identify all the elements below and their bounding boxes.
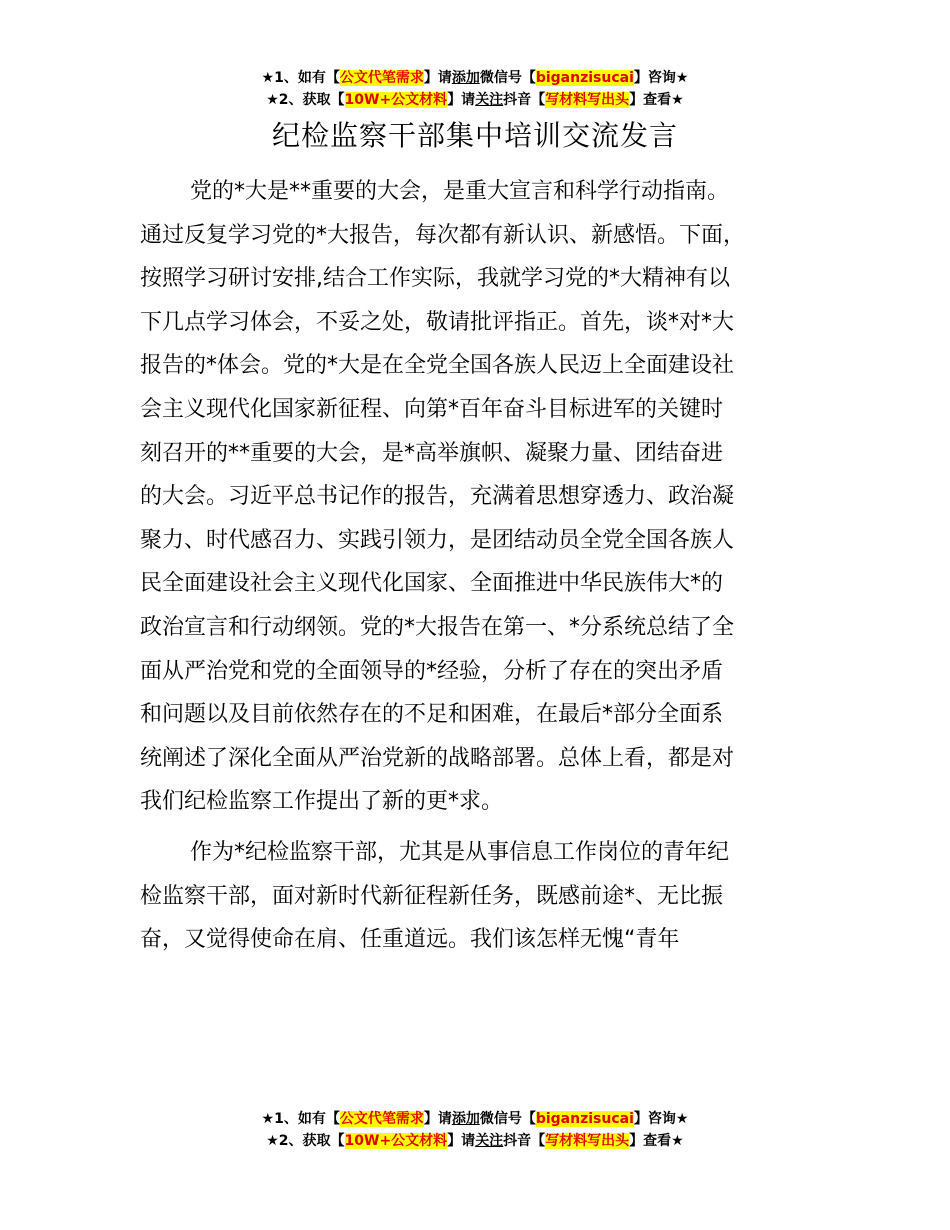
text-line: 面从严治党和党的全面领导的*经验，分析了存在的突出矛盾 bbox=[140, 658, 724, 684]
banner-text: 抖音【 bbox=[503, 92, 546, 108]
banner-text: ★2、获取【 bbox=[266, 92, 345, 108]
banner-text: ★1、如有【 bbox=[261, 70, 340, 86]
text-line: 按照学习研讨安排,结合工作实际，我就学习党的*大精神有以 bbox=[140, 266, 730, 292]
text-line: 和问题以及目前依然存在的不足和困难，在最后*部分全面系 bbox=[140, 702, 724, 728]
text-line: 我们纪检监察工作提出了新的更*求。 bbox=[140, 789, 504, 815]
banner-line-1 bbox=[0, 67, 950, 89]
text-line: 下几点学习体会，不妥之处，敬请批评指正。首先，谈*对*大 bbox=[140, 309, 735, 335]
body-paragraph-1 bbox=[140, 170, 820, 824]
banner-line-2 bbox=[0, 1130, 950, 1152]
header-banner bbox=[0, 67, 950, 111]
text-line: 会主义现代化国家新征程、向第*百年奋斗目标进军的关键时 bbox=[140, 396, 724, 422]
banner-text: 】请 bbox=[423, 70, 452, 86]
banner-wechat-id: biganzisucai bbox=[535, 70, 634, 86]
banner-text: 】查看★ bbox=[629, 92, 684, 108]
banner-text: 】请 bbox=[423, 1111, 452, 1127]
document-title: 纪检监察干部集中培训交流发言 bbox=[271, 119, 678, 152]
banner-text: 微信号【 bbox=[479, 70, 536, 86]
banner-highlight: 公文代笔需求 bbox=[339, 1111, 424, 1127]
text-line: 民全面建设社会主义现代化国家、全面推进中华民族伟大*的 bbox=[140, 571, 724, 597]
text-line: 作为*纪检监察干部，尤其是从事信息工作岗位的青年纪 bbox=[190, 840, 730, 865]
text-line: 检监察干部，面对新时代新征程新任务，既感前途*、无比振 bbox=[140, 883, 724, 909]
banner-underlined: 添加 bbox=[451, 1111, 480, 1127]
body-paragraph-2 bbox=[140, 831, 820, 962]
banner-text: 】查看★ bbox=[629, 1133, 684, 1149]
text-line: 报告的*体会。党的*大是在全党全国各族人民迈上全面建设社 bbox=[140, 353, 735, 379]
text-line: 聚力、时代感召力、实践引领力，是团结动员全党全国各族人 bbox=[140, 527, 735, 553]
banner-line-2 bbox=[0, 89, 950, 111]
text-line: 统阐述了深化全面从严治党新的战略部署。总体上看，都是对 bbox=[140, 745, 735, 771]
banner-text: 抖音【 bbox=[503, 1133, 546, 1149]
banner-underlined: 关注 bbox=[475, 92, 504, 108]
banner-wechat-id: biganzisucai bbox=[535, 1111, 634, 1127]
text-line: 党的*大是**重要的大会，是重大宣言和科学行动指南。 bbox=[190, 179, 730, 204]
banner-highlight: 10W+公文材料 bbox=[344, 1133, 448, 1149]
banner-text: ★1、如有【 bbox=[261, 1111, 340, 1127]
banner-douyin-id: 写材料写出头 bbox=[545, 1133, 630, 1149]
banner-text: ★2、获取【 bbox=[266, 1133, 345, 1149]
banner-text: 】请 bbox=[447, 1133, 476, 1149]
banner-text: 】请 bbox=[447, 92, 476, 108]
text-line: 的大会。习近平总书记作的报告，充满着思想穿透力、政治凝 bbox=[140, 484, 735, 510]
banner-underlined: 关注 bbox=[475, 1133, 504, 1149]
banner-douyin-id: 写材料写出头 bbox=[545, 92, 630, 108]
banner-line-1 bbox=[0, 1108, 950, 1130]
banner-text: 】咨询★ bbox=[633, 1111, 689, 1127]
banner-highlight: 10W+公文材料 bbox=[344, 92, 448, 108]
banner-highlight: 公文代笔需求 bbox=[339, 70, 424, 86]
text-line: 政治宣言和行动纲领。党的*大报告在第一、*分系统总结了全 bbox=[140, 614, 735, 640]
text-line: 奋，又觉得使命在肩、任重道远。我们该怎样无愧“青年 bbox=[140, 927, 680, 953]
text-line: 刻召开的**重要的大会，是*高举旗帜、凝聚力量、团结奋进 bbox=[140, 440, 724, 466]
banner-text: 微信号【 bbox=[479, 1111, 536, 1127]
text-line: 通过反复学习党的*大报告，每次都有新认识、新感悟。下面， bbox=[140, 222, 746, 248]
footer-banner bbox=[0, 1108, 950, 1152]
banner-underlined: 添加 bbox=[451, 70, 480, 86]
banner-text: 】咨询★ bbox=[633, 70, 689, 86]
